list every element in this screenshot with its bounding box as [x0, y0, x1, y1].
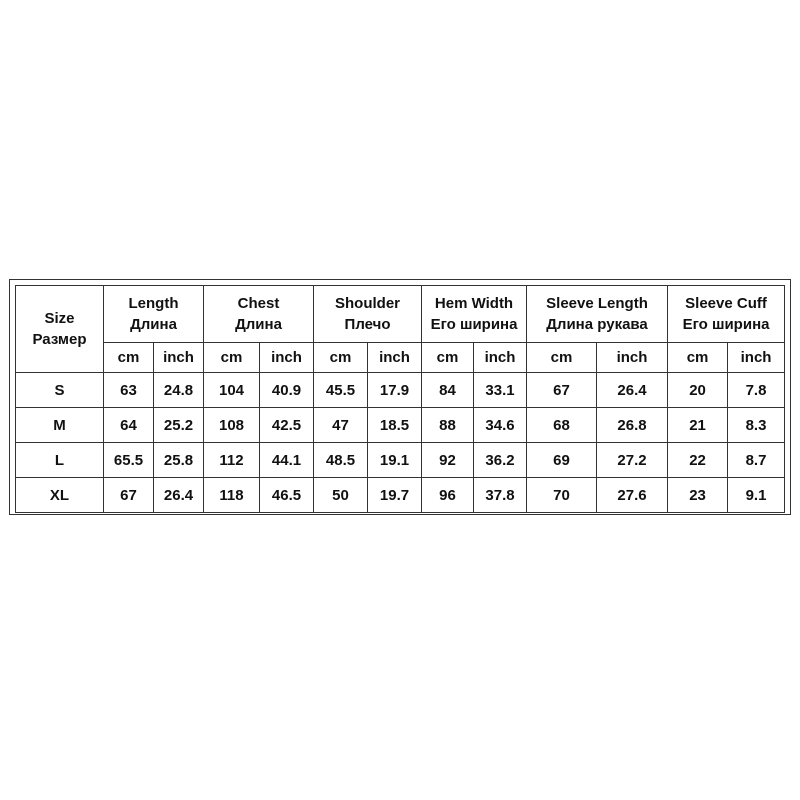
table-cell: 47 [314, 408, 368, 443]
unit-header: cm [668, 343, 728, 373]
size-header-ru: Размер [32, 331, 87, 348]
table-cell: 108 [204, 408, 260, 443]
unit-header: inch [597, 343, 668, 373]
size-cell: L [16, 443, 104, 478]
table-cell: 19.7 [368, 478, 422, 513]
group-header-ru: Длина рукава [546, 316, 648, 333]
size-cell: M [16, 408, 104, 443]
table-cell: 37.8 [474, 478, 527, 513]
size-chart-table [15, 285, 785, 513]
table-cell: 67 [104, 478, 154, 513]
table-cell: 21 [668, 408, 728, 443]
table-cell: 20 [668, 373, 728, 408]
group-header-en: Hem Width [434, 295, 514, 312]
table-cell: 64 [104, 408, 154, 443]
unit-header: cm [422, 343, 474, 373]
unit-header: cm [527, 343, 597, 373]
table-cell: 8.7 [728, 443, 785, 478]
table-cell: 34.6 [474, 408, 527, 443]
table-cell: 26.4 [154, 478, 204, 513]
size-header [16, 286, 104, 373]
table-cell: 25.8 [154, 443, 204, 478]
unit-header: inch [154, 343, 204, 373]
group-header-en: Sleeve Cuff [685, 295, 767, 312]
table-cell: 18.5 [368, 408, 422, 443]
table-cell: 22 [668, 443, 728, 478]
unit-header: inch [368, 343, 422, 373]
table-cell: 27.2 [597, 443, 668, 478]
table-cell: 68 [527, 408, 597, 443]
table-cell: 45.5 [314, 373, 368, 408]
table-cell: 46.5 [260, 478, 314, 513]
group-header-ru: Длина [130, 316, 177, 333]
header-row-units [16, 343, 785, 373]
group-header-ru: Плечо [344, 316, 391, 333]
group-header-sleeve-cuff [668, 286, 785, 343]
table-cell: 19.1 [368, 443, 422, 478]
table-cell: 24.8 [154, 373, 204, 408]
unit-header: cm [204, 343, 260, 373]
table-cell: 9.1 [728, 478, 785, 513]
group-header-en: Sleeve Length [546, 295, 648, 312]
table-cell: 67 [527, 373, 597, 408]
table-cell: 7.8 [728, 373, 785, 408]
table-cell: 42.5 [260, 408, 314, 443]
group-header-hem-width [422, 286, 527, 343]
table-cell: 88 [422, 408, 474, 443]
table-cell: 70 [527, 478, 597, 513]
group-header-ru: Длина [235, 316, 282, 333]
table-cell: 25.2 [154, 408, 204, 443]
table-cell: 26.4 [597, 373, 668, 408]
size-cell: XL [16, 478, 104, 513]
table-row [16, 408, 785, 443]
table-row [16, 478, 785, 513]
table-cell: 65.5 [104, 443, 154, 478]
table-cell: 112 [204, 443, 260, 478]
table-cell: 36.2 [474, 443, 527, 478]
table-cell: 104 [204, 373, 260, 408]
group-header-en: Chest [237, 295, 280, 312]
unit-header: inch [728, 343, 785, 373]
table-row [16, 373, 785, 408]
table-cell: 96 [422, 478, 474, 513]
table-cell: 26.8 [597, 408, 668, 443]
unit-header: cm [314, 343, 368, 373]
table-cell: 118 [204, 478, 260, 513]
table-cell: 50 [314, 478, 368, 513]
table-cell: 48.5 [314, 443, 368, 478]
group-header-en: Shoulder [335, 295, 401, 312]
size-chart-frame [9, 279, 791, 515]
table-cell: 63 [104, 373, 154, 408]
table-cell: 17.9 [368, 373, 422, 408]
size-cell: S [16, 373, 104, 408]
table-cell: 84 [422, 373, 474, 408]
unit-header: inch [474, 343, 527, 373]
unit-header: inch [260, 343, 314, 373]
group-header-ru: Его ширина [682, 316, 770, 333]
table-row [16, 443, 785, 478]
group-header-shoulder [314, 286, 422, 343]
group-header-chest [204, 286, 314, 343]
header-row-groups [16, 286, 785, 343]
table-cell: 8.3 [728, 408, 785, 443]
unit-header: cm [104, 343, 154, 373]
group-header-length [104, 286, 204, 343]
table-cell: 44.1 [260, 443, 314, 478]
group-header-en: Length [128, 295, 179, 312]
table-cell: 69 [527, 443, 597, 478]
table-cell: 23 [668, 478, 728, 513]
group-header-ru: Его ширина [430, 316, 518, 333]
table-cell: 40.9 [260, 373, 314, 408]
group-header-sleeve-length [527, 286, 668, 343]
size-header-en: Size [44, 310, 75, 327]
table-cell: 33.1 [474, 373, 527, 408]
table-cell: 92 [422, 443, 474, 478]
table-cell: 27.6 [597, 478, 668, 513]
